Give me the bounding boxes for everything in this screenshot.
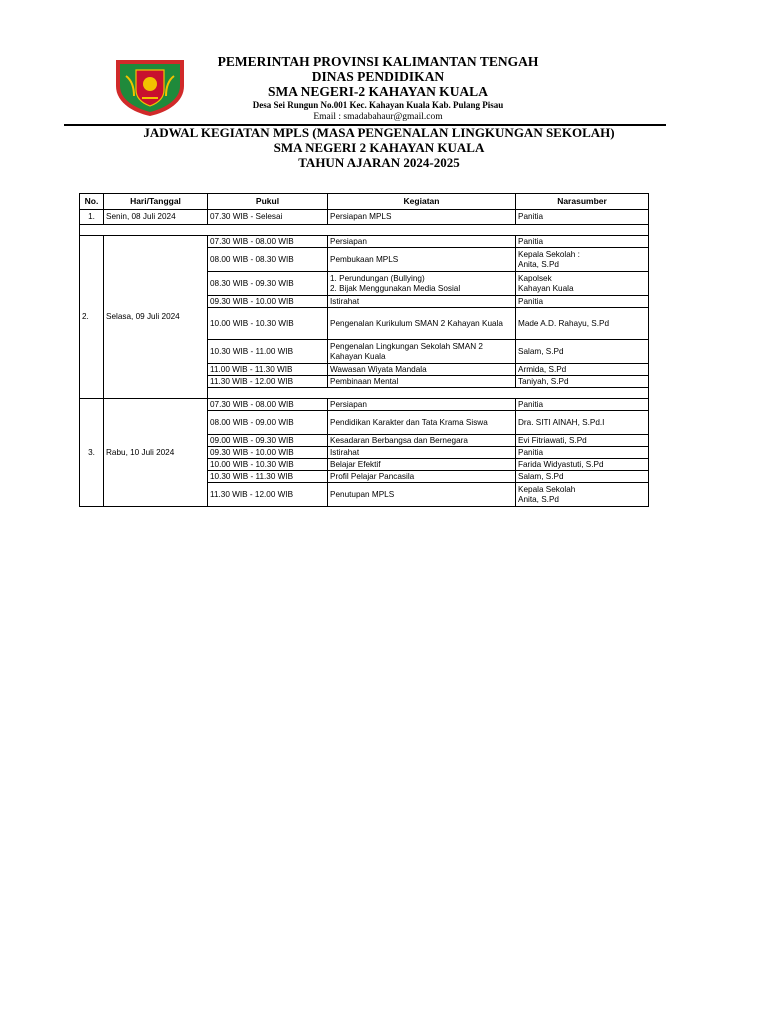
row-time: 11.30 WIB - 12.00 WIB: [208, 483, 328, 507]
letterhead-email: Email : smadabahaur@gmail.com: [313, 112, 443, 122]
row-activity: [328, 272, 516, 296]
row-activity: Pembinaan Mental: [328, 376, 516, 388]
spacer-row: [80, 225, 649, 236]
row-speaker: [516, 272, 649, 296]
row-speaker: [516, 248, 649, 272]
row-speaker: Evi Fitriawati, S.Pd: [516, 435, 649, 447]
row-speaker: Salam, S.Pd: [516, 471, 649, 483]
row-activity: Persiapan: [328, 236, 516, 248]
row-speaker: Panitia: [516, 296, 649, 308]
row-time: 10.30 WIB - 11.30 WIB: [208, 471, 328, 483]
table-header-row: [80, 194, 649, 210]
row-time: 08.00 WIB - 08.30 WIB: [208, 248, 328, 272]
row-speaker: Salam, S.Pd: [516, 340, 649, 364]
row-time: 07.30 WIB - 08.00 WIB: [208, 236, 328, 248]
row-activity: Pendidikan Karakter dan Tata Krama Siswa: [328, 411, 516, 435]
row-speaker: Panitia: [516, 210, 649, 225]
row-speaker: Farida Widyastuti, S.Pd: [516, 459, 649, 471]
row-time: 11.30 WIB - 12.00 WIB: [208, 376, 328, 388]
letterhead: [0, 0, 768, 130]
letterhead-school: SMA NEGERI-2 KAHAYAN KUALA: [268, 84, 488, 99]
letterhead-address: Desa Sei Rungun No.001 Kec. Kahayan Kuala Kab. Pulang Pisau: [252, 100, 504, 110]
row-time: 11.00 WIB - 11.30 WIB: [208, 364, 328, 376]
speaker-line: Anita, S.Pd: [518, 259, 559, 269]
row-time: 07.30 WIB - Selesai: [208, 210, 328, 225]
row-time: 10.00 WIB - 10.30 WIB: [208, 459, 328, 471]
row-activity: Kesadaran Berbangsa dan Bernegara: [328, 435, 516, 447]
activity-line: 1. Perundungan (Bullying): [330, 274, 425, 284]
row-activity: Pembukaan MPLS: [328, 248, 516, 272]
activity-line: 2. Bijak Menggunakan Media Sosial: [330, 283, 461, 293]
row-speaker: Panitia: [516, 236, 649, 248]
row-time: 10.30 WIB - 11.00 WIB: [208, 340, 328, 364]
row-time: 09.30 WIB - 10.00 WIB: [208, 447, 328, 459]
row-no: 2.: [80, 236, 104, 399]
row-speaker: [516, 483, 649, 507]
row-time: 09.30 WIB - 10.00 WIB: [208, 296, 328, 308]
letterhead-department: DINAS PENDIDIKAN: [311, 69, 445, 84]
row-date: Rabu, 10 Juli 2024: [104, 399, 208, 507]
table-row: [80, 399, 649, 411]
speaker-line: Kapolsek: [518, 274, 552, 284]
row-speaker: Armida, S.Pd: [516, 364, 649, 376]
row-activity: Profil Pelajar Pancasila: [328, 471, 516, 483]
document-title: JADWAL KEGIATAN MPLS (MASA PENGENALAN LINGKUNGAN SEKOLAH): [143, 125, 615, 140]
row-time: 08.30 WIB - 09.30 WIB: [208, 272, 328, 296]
speaker-line: Anita, S.Pd: [518, 494, 559, 504]
speaker-line: Kepala Sekolah :: [518, 250, 580, 260]
table-row: [80, 236, 649, 248]
row-activity: Belajar Efektif: [328, 459, 516, 471]
row-speaker: Made A.D. Rahayu, S.Pd: [516, 308, 649, 340]
row-speaker: Taniyah, S.Pd: [516, 376, 649, 388]
row-activity: Pengenalan Lingkungan Sekolah SMAN 2 Kahayan Kuala: [328, 340, 516, 364]
header-no: No.: [80, 194, 104, 210]
schedule-table: [79, 193, 649, 507]
row-activity: Persiapan: [328, 399, 516, 411]
row-activity: Pengenalan Kurikulum SMAN 2 Kahayan Kuala: [328, 308, 516, 340]
row-no: 1.: [80, 210, 104, 225]
document-subtitle: SMA NEGERI 2 KAHAYAN KUALA: [273, 140, 485, 155]
header-activity: Kegiatan: [328, 194, 516, 210]
row-activity: Wawasan Wiyata Mandala: [328, 364, 516, 376]
speaker-line: Kahayan Kuala: [518, 283, 574, 293]
school-emblem-icon: [112, 56, 188, 118]
row-speaker: Dra. SITI AINAH, S.Pd.I: [516, 411, 649, 435]
row-activity: Istirahat: [328, 296, 516, 308]
header-speaker: Narasumber: [516, 194, 649, 210]
row-time: 09.00 WIB - 09.30 WIB: [208, 435, 328, 447]
row-activity: Istirahat: [328, 447, 516, 459]
table-row: [80, 210, 649, 225]
letterhead-government: PEMERINTAH PROVINSI KALIMANTAN TENGAH: [217, 54, 539, 69]
document-year: TAHUN AJARAN 2024-2025: [298, 155, 460, 170]
header-date: Hari/Tanggal: [104, 194, 208, 210]
speaker-line: Kepala Sekolah: [518, 485, 576, 495]
row-time: 07.30 WIB - 08.00 WIB: [208, 399, 328, 411]
row-speaker: Panitia: [516, 399, 649, 411]
row-activity: Persiapan MPLS: [328, 210, 516, 225]
row-time: 10.00 WIB - 10.30 WIB: [208, 308, 328, 340]
header-time: Pukul: [208, 194, 328, 210]
row-date: Senin, 08 Juli 2024: [104, 210, 208, 225]
row-date: Selasa, 09 Juli 2024: [104, 236, 208, 399]
row-speaker: Panitia: [516, 447, 649, 459]
row-no: 3.: [80, 399, 104, 507]
row-activity: Penutupan MPLS: [328, 483, 516, 507]
row-time: 08.00 WIB - 09.00 WIB: [208, 411, 328, 435]
